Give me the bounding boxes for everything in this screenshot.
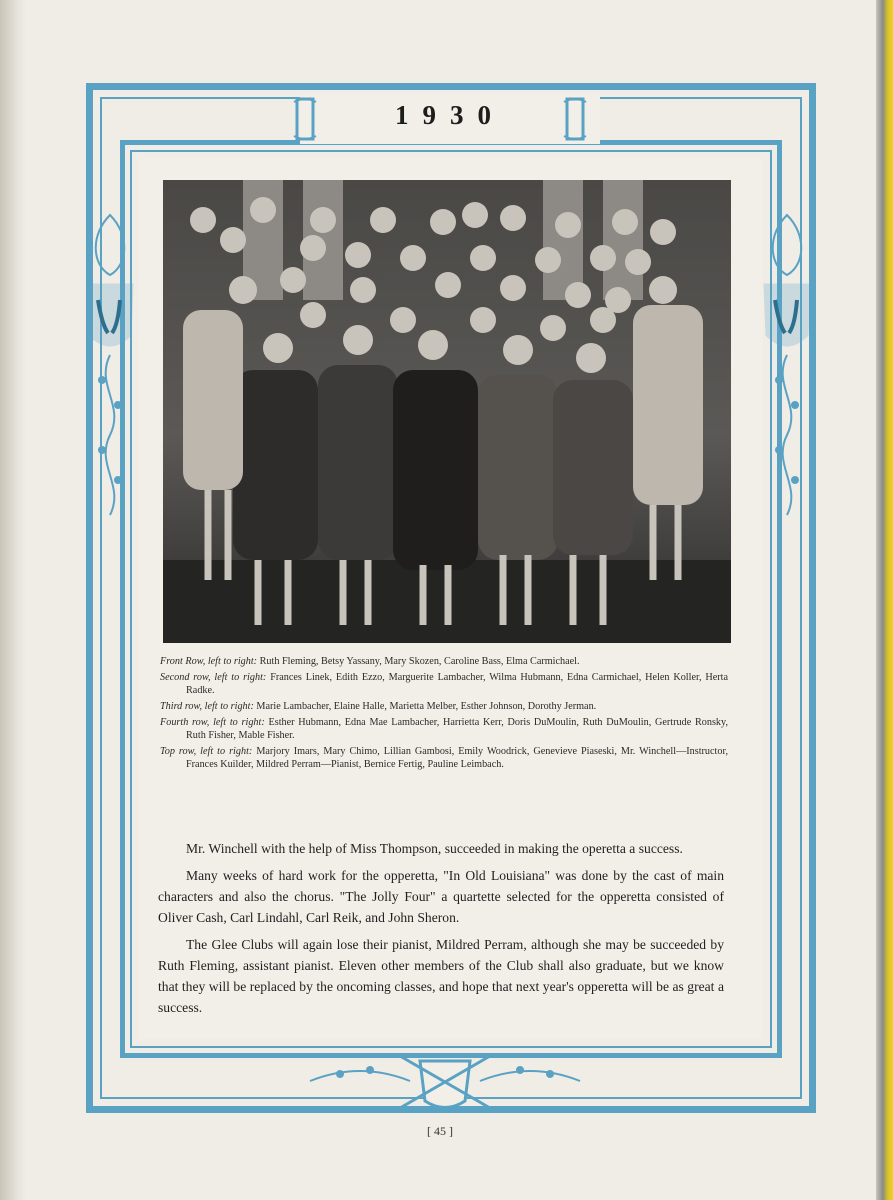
page-edge [876, 0, 893, 1200]
scroll-left-icon [292, 96, 318, 142]
photo-caption [160, 655, 728, 774]
shield-ornament-icon [80, 205, 140, 525]
lamp-emblem-icon [300, 1046, 590, 1116]
caption-front-row: Front Row, left to right: Ruth Fleming, Betsy Yassany, Mary Skozen, Caroline Bass, Elma Carmichael. [160, 656, 580, 667]
caption-top-row: Top row, left to right: Marjory Imars, Mary Chimo, Lillian Gambosi, Emily Woodrick, Genevieve Piaseski, Mr. Winchell—Instructor, Frances Kuilder, Mildred Perram—Pianist, Bernice Fertig, Pauline Leimbach. [160, 746, 729, 770]
caption-second-row: Second row, left to right: Frances Linek, Edith Ezzo, Marguerite Lambacher, Wilma Hubmann, Edna Carmichael, Helen Koller, Herta Radke. [160, 672, 729, 696]
shield-ornament-icon [757, 205, 817, 525]
group-photo-icon [163, 180, 731, 643]
group-photo [163, 180, 731, 643]
page-year: 1930 [395, 100, 505, 130]
paragraph: Mr. Winchell with the help of Miss Thompson, succeeded in making the operetta a success. [186, 841, 683, 856]
article-body [158, 838, 724, 1024]
caption-fourth-row: Fourth row, left to right: Esther Hubmann, Edna Mae Lambacher, Harrietta Kerr, Doris DuMoulin, Ruth DuMoulin, Gertrude Ronsky, Ruth Fisher, Mable Fisher. [160, 717, 728, 741]
caption-third-row: Third row, left to right: Marie Lambacher, Elaine Halle, Marietta Melber, Esther Johnson, Dorothy Jerman. [160, 701, 597, 712]
paragraph: Many weeks of hard work for the opperetta, "In Old Louisiana" was done by the cast of main characters and also the chorus. "The Jolly Four" a quartette selected for the opperetta consisted of Oliver Cash, Carl Lindahl, Carl Reik, and John Sheron. [158, 868, 724, 925]
paragraph: The Glee Clubs will again lose their pianist, Mildred Perram, although she may be succeeded by Ruth Fleming, assistant pianist. Eleven other members of the Club shall also graduate, but we know that they will be replaced by the oncoming classes, and hope that next year's opperetta will be as great a success. [158, 937, 724, 1015]
binding-gutter [0, 0, 26, 1200]
page-number: [ 45 ] [427, 1124, 453, 1138]
